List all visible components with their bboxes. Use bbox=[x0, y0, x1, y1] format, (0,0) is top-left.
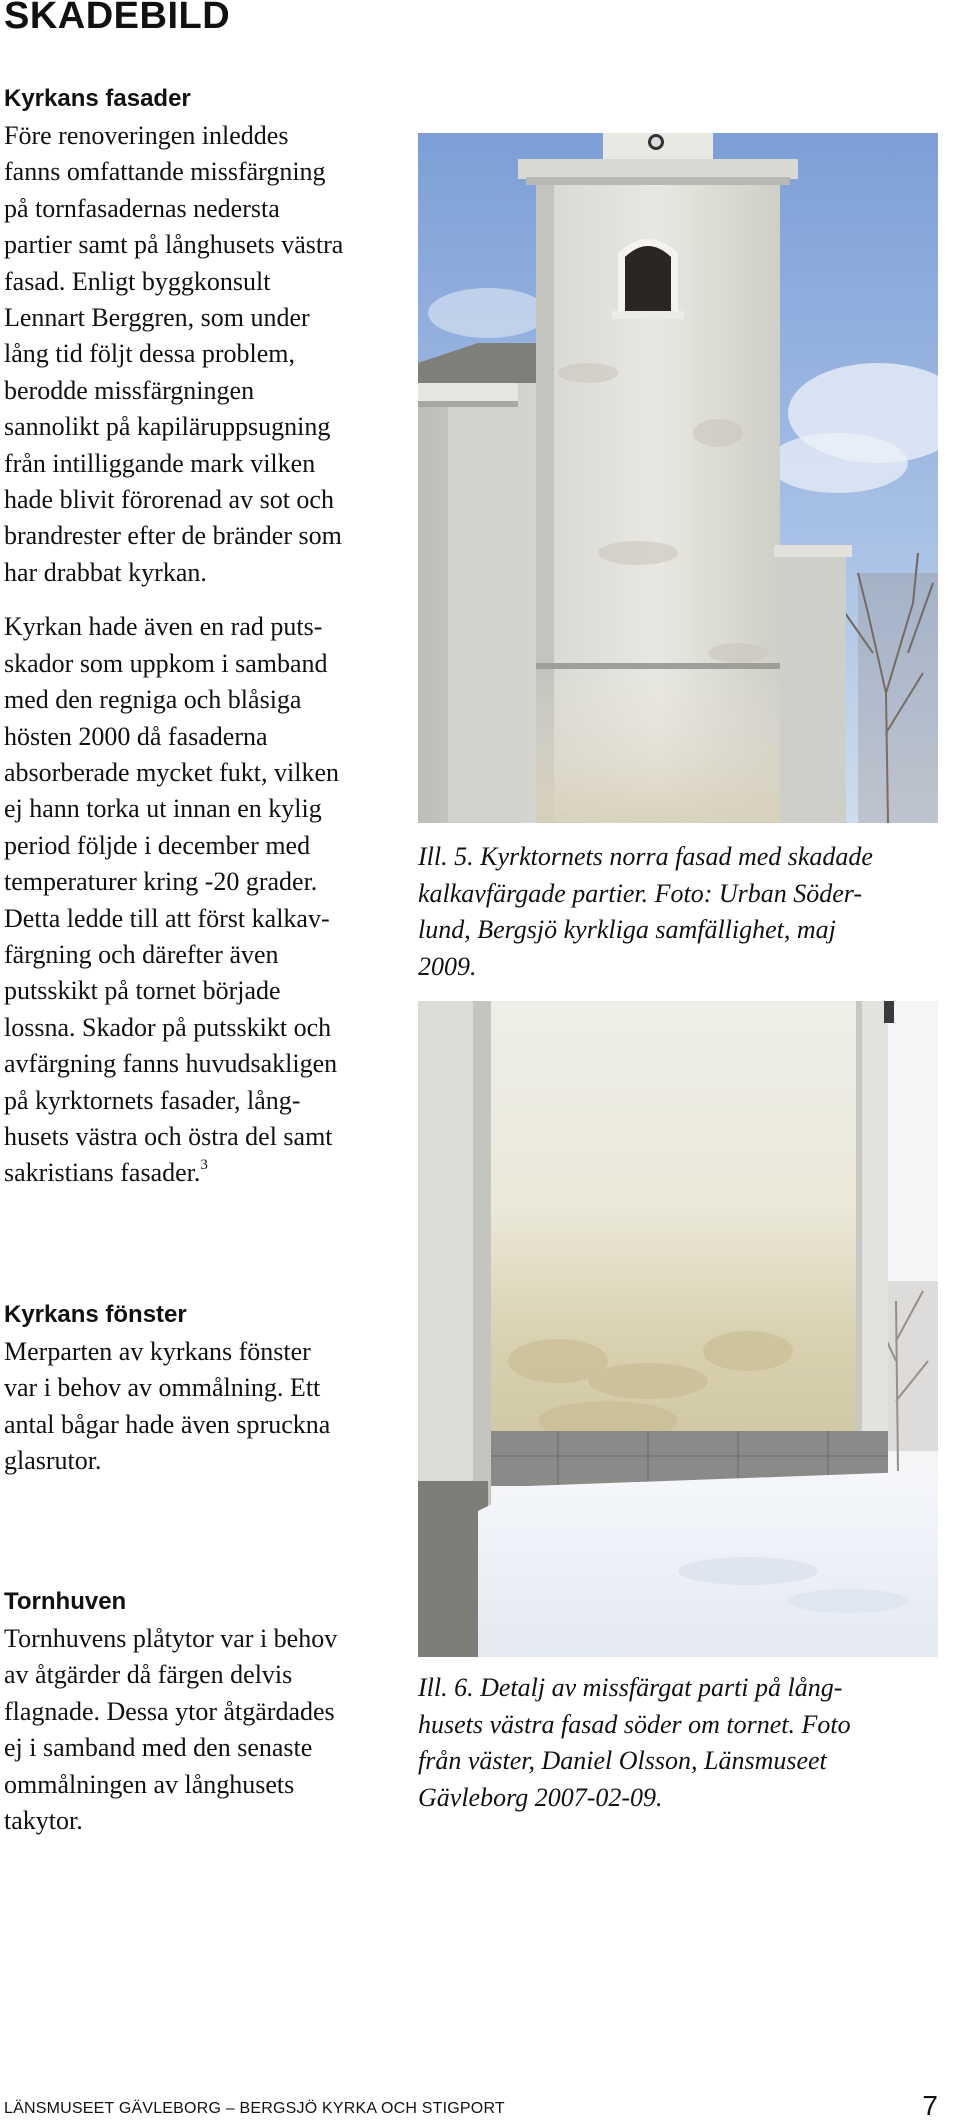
page-number: 7 bbox=[922, 2090, 938, 2121]
section-tornhuven bbox=[4, 1587, 404, 1839]
caption-ill5: Ill. 5. Kyrktornets norra fasad med skadade kalkavfärgade partier. Foto: Urban Söder- lund, Bergsjö kyrkliga samfällighet, maj 2009. bbox=[418, 842, 873, 981]
paragraph-fasader-1: Före renoveringen inleddes fanns omfattande missfärgning på tornfasadernas nedersta partier samt på långhusets västra fasad. Enligt byggkonsult Lennart Berggren, som under lång tid följt dessa problem, berodde missfärgningen sannolikt på kapiläruppsugning från intilliggande mark vilken hade blivit förorenad av sot och brandrester efter de bränder som har drabbat kyrkan. bbox=[4, 121, 344, 587]
heading-fonster: Kyrkans fönster bbox=[4, 1301, 187, 1328]
caption-ill6: Ill. 6. Detalj av missfärgat parti på lång- husets västra fasad söder om tornet. Foto från väster, Daniel Olsson, Länsmuseet Gävleborg 2007-02-09. bbox=[418, 1673, 851, 1812]
paragraph-fasader-2-text: Kyrkan hade även en rad puts- skador som uppkom i samband med den regniga och blåsiga hösten 2000 då fasaderna absorberade mycket fukt, vilken ej hann torka ut innan en kylig period följde i december med temperaturer kring -20 grader. Detta ledde till att först kalkav- färgning och därefter även putsskikt på tornet började lossna. Skador på putsskikt och avfärgning fanns huvudsakligen på kyrktornets fasader, lång- husets västra och östra del samt sakristians fasader. bbox=[4, 612, 339, 1188]
section-fonster bbox=[4, 1300, 404, 1480]
heading-tornhuven: Tornhuven bbox=[4, 1588, 127, 1615]
page-title: SKADEBILD bbox=[4, 0, 231, 37]
photo-discolored-facade bbox=[418, 1001, 938, 1657]
section-fasader bbox=[4, 84, 404, 1192]
heading-fasader: Kyrkans fasader bbox=[4, 85, 191, 112]
photo-church-tower bbox=[418, 133, 938, 823]
paragraph-fasader-2 bbox=[4, 609, 404, 1192]
footer-publication: LÄNSMUSEET GÄVLEBORG – BERGSJÖ KYRKA OCH STIGPORT bbox=[4, 2100, 505, 2117]
footnote-ref: 3 bbox=[200, 1157, 208, 1174]
paragraph-fonster: Merparten av kyrkans fönster var i behov av ommålning. Ett antal bågar hade även spruckna glasrutor. bbox=[4, 1337, 331, 1476]
paragraph-tornhuven: Tornhuvens plåtytor var i behov av åtgärder då färgen delvis flagnade. Dessa ytor åtgärdades ej i samband med den senaste ommålningen av långhusets takytor. bbox=[4, 1624, 338, 1836]
